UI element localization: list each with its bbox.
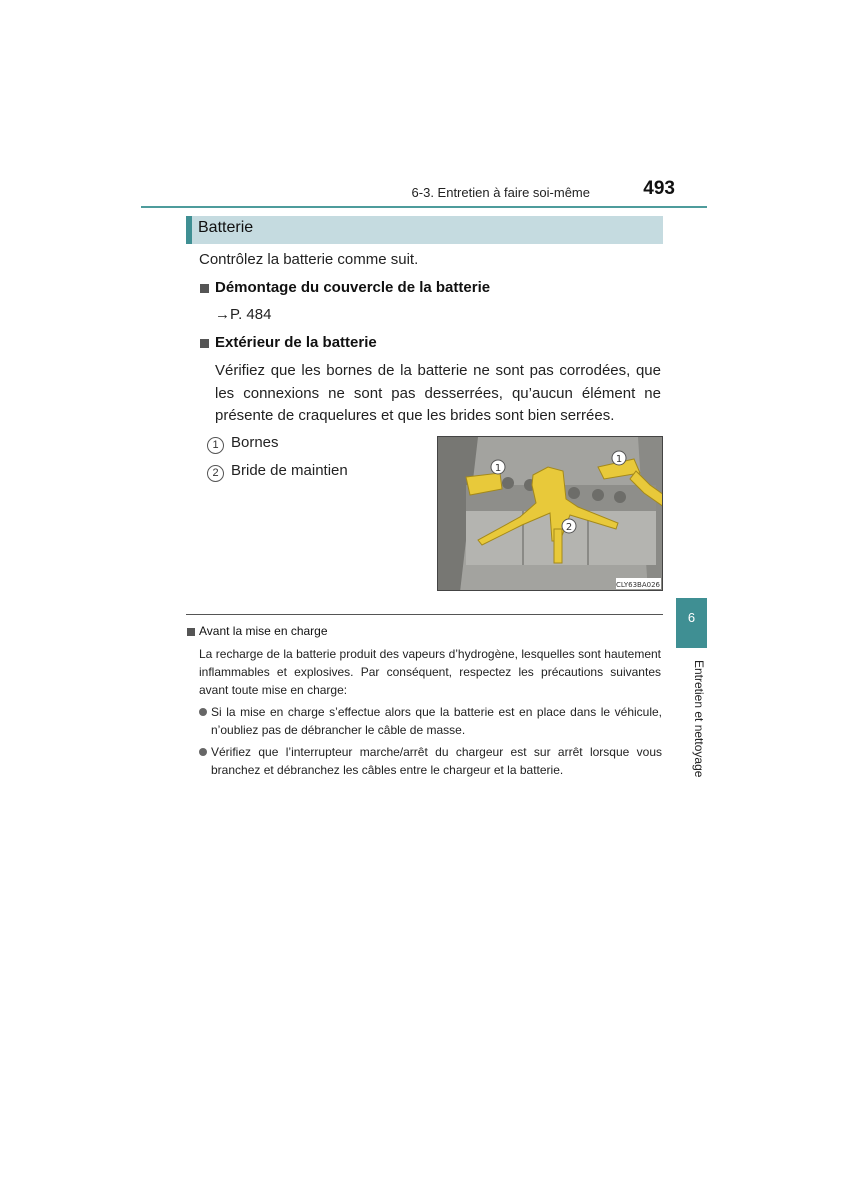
figure-marker-terminal-left: 1 [494,463,502,474]
callout-label-terminals: Bornes [231,434,279,451]
round-bullet-icon [199,708,207,716]
battery-photo [437,436,663,591]
item-text-battery-exterior: Vérifiez que les bornes de la batterie ne sont pas corrodées, que les connexions ne sont pas desserrées, qu’aucun élément ne présente de craquelures et que les brides sont bien serrées. [215,362,661,424]
item-heading-battery-exterior: Extérieur de la batterie [215,334,377,351]
section-title-bar [186,216,663,244]
note-title: Avant la mise en charge [199,624,328,638]
chapter-tab-number: 6 [687,610,696,625]
square-bullet-icon [200,284,209,293]
figure-marker-clamp: 2 [565,522,573,533]
callout-number-1: 1 [207,437,224,454]
running-header-section: 6-3. Entretien à faire soi-même [411,185,590,200]
note-bullet-2: Vérifiez que l’interrupteur marche/arrêt du chargeur est sur arrêt lorsque vous branchez et débranchez les câbles entre le chargeur et la batterie. [211,745,662,777]
page-number: 493 [643,178,675,199]
callout-label-hold-down-clamp: Bride de maintien [231,462,348,479]
section-intro: Contrôlez la batterie comme suit. [199,251,419,268]
header-rule [141,206,707,208]
section-title-accent [186,216,192,244]
square-bullet-icon [200,339,209,348]
section-title: Batterie [198,219,254,236]
chapter-side-label: Entretien et nettoyage [692,660,706,778]
figure-code: CLY63BA026 [616,581,660,589]
figure-marker-terminal-right: 1 [615,454,623,465]
note-bullet-1: Si la mise en charge s’effectue alors que la batterie est en place dans le véhicule, n’oubliez pas de débrancher le câble de masse. [211,705,662,737]
round-bullet-icon [199,748,207,756]
callout-number-2: 2 [207,465,224,482]
note-text: La recharge de la batterie produit des vapeurs d’hydrogène, lesquelles sont hautement inflammables et explosives. Par conséquent, respectez les précautions suivantes avant toute mise en charge: [199,647,661,697]
note-divider [186,614,663,615]
page-reference-link[interactable]: →P. 484 [215,306,272,323]
square-bullet-icon [187,628,195,636]
item-heading-cover-removal: Démontage du couvercle de la batterie [215,279,491,296]
